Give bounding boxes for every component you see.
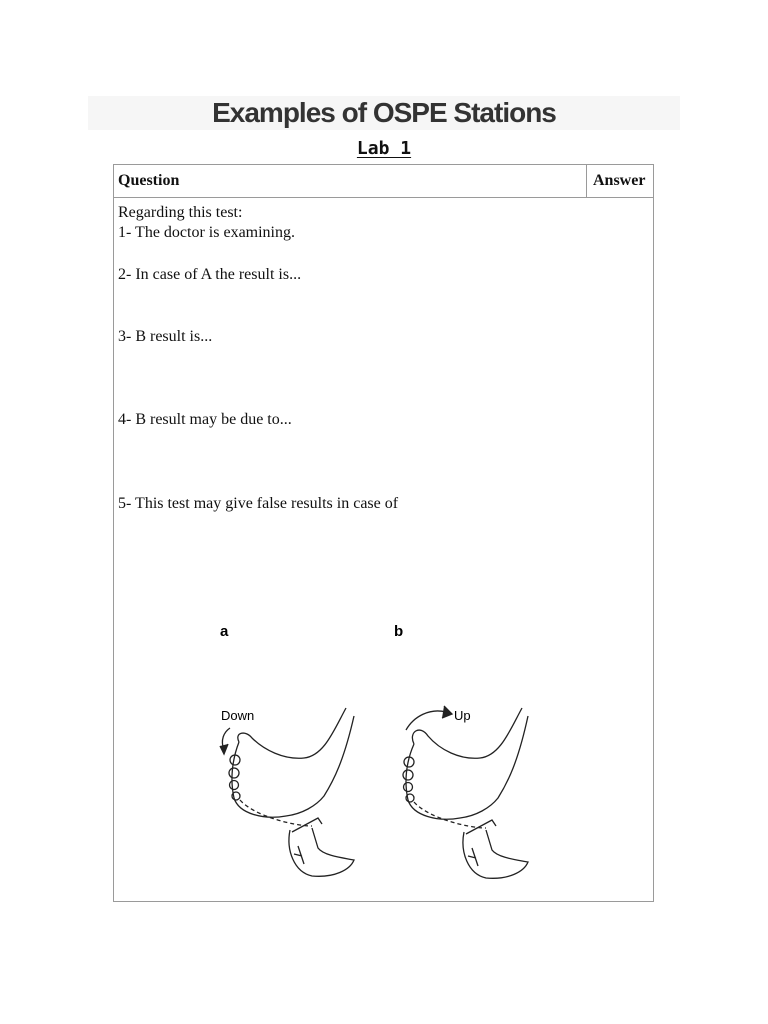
lab-subtitle bbox=[0, 137, 768, 161]
question-3: 3- B result is... bbox=[118, 328, 213, 345]
page-title: Examples of OSPE Stations bbox=[212, 97, 556, 128]
column-header-answer: Answer bbox=[593, 172, 646, 189]
foot-a-drawing bbox=[220, 708, 354, 876]
question-intro: Regarding this test: bbox=[118, 204, 243, 221]
question-5: 5- This test may give false results in case of bbox=[118, 495, 399, 512]
question-1: 1- The doctor is examining. bbox=[118, 224, 295, 241]
figure-label-down: Down bbox=[221, 708, 255, 723]
babinski-reflex-figure bbox=[194, 620, 554, 900]
foot-illustration bbox=[194, 620, 554, 900]
header-divider bbox=[114, 197, 653, 198]
column-header-question: Question bbox=[114, 165, 587, 197]
foot-b-drawing bbox=[403, 706, 528, 878]
figure-label-a: a bbox=[220, 623, 229, 640]
figure-label-b: b bbox=[394, 623, 404, 640]
question-4: 4- B result may be due to... bbox=[118, 411, 292, 428]
figure-label-up: Up bbox=[454, 708, 471, 723]
lab-subtitle-text: Lab 1 bbox=[356, 138, 412, 159]
question-2: 2- In case of A the result is... bbox=[118, 266, 302, 283]
ospe-table bbox=[113, 164, 654, 902]
